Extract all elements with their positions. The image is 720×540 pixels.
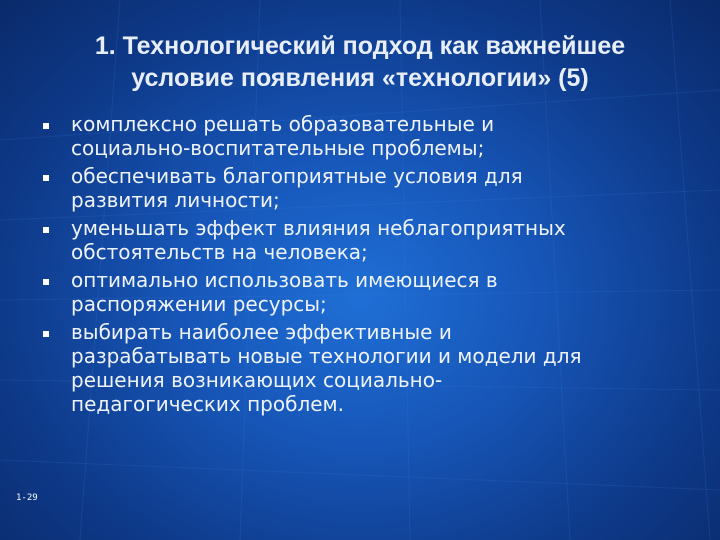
slide-number: 1-29 <box>16 493 38 503</box>
bullet-list <box>40 112 700 420</box>
list-item-line: разрабатывать новые технологии и модели для <box>71 344 582 368</box>
list-item-line: развития личности; <box>71 188 280 212</box>
list-item-line: социально-воспитательные проблемы; <box>71 136 485 160</box>
square-bullet-icon <box>43 175 49 181</box>
square-bullet-icon <box>43 331 49 337</box>
square-bullet-icon <box>43 123 49 129</box>
list-item-line: распоряжении ресурсы; <box>71 292 327 316</box>
slide-title <box>40 30 680 94</box>
list-item-line: решения возникающих социально- <box>71 368 443 392</box>
list-item <box>40 268 700 316</box>
list-item-line: комплексно решать образовательные и <box>71 112 495 136</box>
list-item-line: оптимально использовать имеющиеся в <box>71 268 498 292</box>
square-bullet-icon <box>43 279 49 285</box>
list-item <box>40 216 700 264</box>
square-bullet-icon <box>43 227 49 233</box>
list-item-line: педагогических проблем. <box>71 392 344 416</box>
list-item-line: выбирать наиболее эффективные и <box>71 320 452 344</box>
list-item <box>40 320 700 416</box>
list-item-line: уменьшать эффект влияния неблагоприятных <box>71 216 566 240</box>
list-item-line: обстоятельств на человека; <box>71 240 368 264</box>
list-item-line: обеспечивать благоприятные условия для <box>71 164 523 188</box>
slide-title-line-1: 1. Технологический подход как важнейшее <box>94 32 626 60</box>
list-item <box>40 164 700 212</box>
slide-title-line-2: условие появления «технологии» (5) <box>131 64 589 92</box>
list-item <box>40 112 700 160</box>
